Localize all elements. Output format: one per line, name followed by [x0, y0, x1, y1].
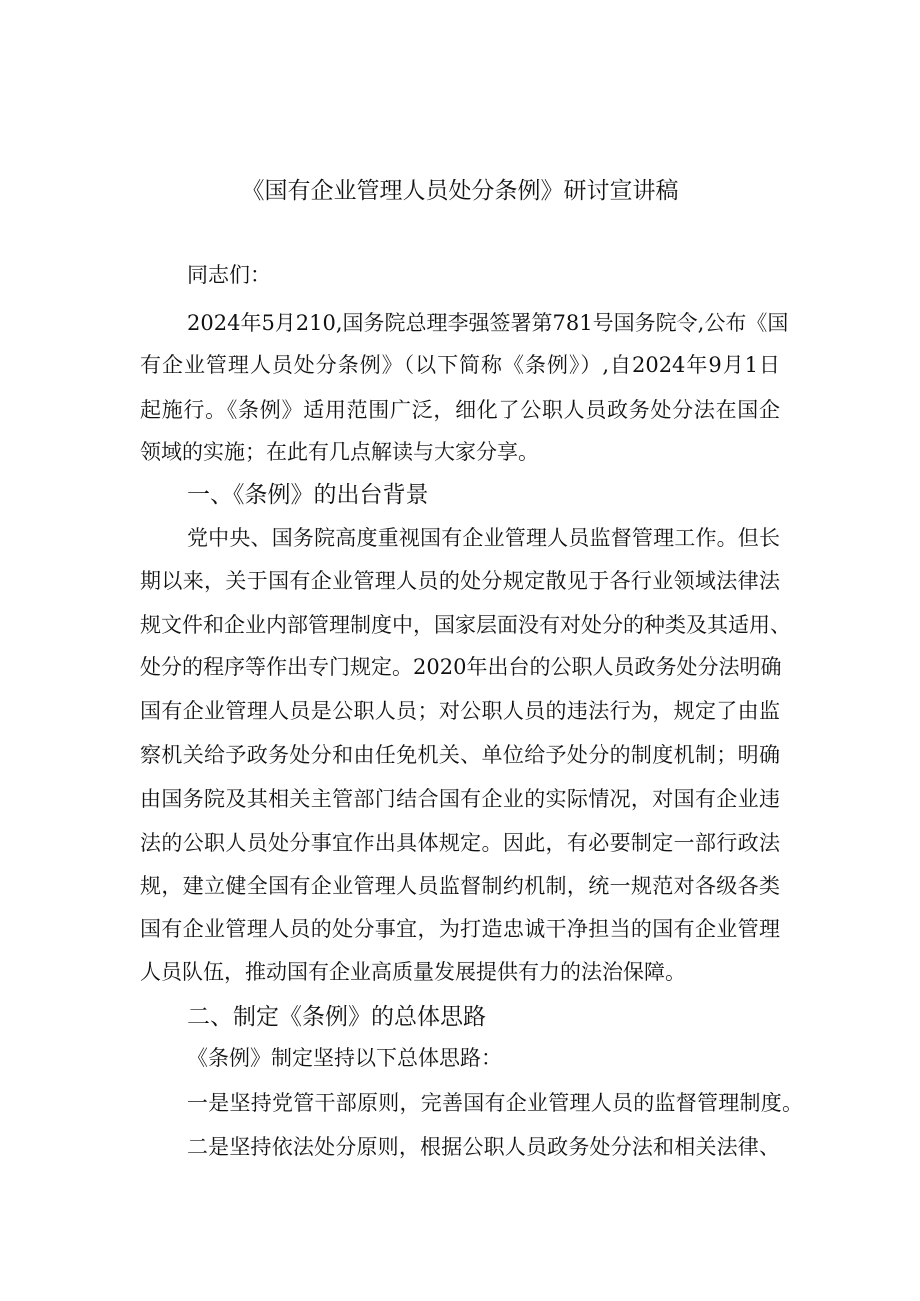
- greeting: 同志们：: [187, 263, 271, 287]
- section1-line-1: 党中央、国务院高度重视国有企业管理人员监督管理工作。但长: [187, 526, 780, 550]
- section1-line-11: 人员队伍，推动国有企业高质量发展提供有力的法治保障。: [140, 960, 686, 984]
- intro-line-1: 2024年5月210,国务院总理李强签署第781号国务院令,公布《国: [187, 311, 789, 335]
- section2-line-1: 《条例》制定坚持以下总体思路：: [187, 1046, 502, 1070]
- section1-line-10: 国有企业管理人员的处分事宜，为打造忠诚干净担当的国有企业管理: [140, 917, 780, 941]
- section2-heading: 二、制定《条例》的总体思路: [187, 1004, 486, 1030]
- section1-line-2: 期以来，关于国有企业管理人员的处分规定散见于各行业领域法律法: [140, 569, 780, 593]
- document-title: 《国有企业管理人员处分条例》研讨宣讲稿: [241, 178, 679, 204]
- section1-line-4: 处分的程序等作出专门规定。2020年出台的公职人员政务处分法明确: [140, 655, 782, 679]
- section1-line-5: 国有企业管理人员是公职人员；对公职人员的违法行为，规定了由监: [140, 699, 780, 723]
- intro-line-3: 起施行。《条例》适用范围广泛，细化了公职人员政务处分法在国企: [140, 398, 780, 422]
- section2-line-2: 一是坚持党管干部原则，完善国有企业管理人员的监督管理制度。: [187, 1091, 803, 1115]
- section2-line-3: 二是坚持依法处分原则，根据公职人员政务处分法和相关法律、: [187, 1135, 780, 1159]
- section1-line-6: 察机关给予政务处分和由任免机关、单位给予处分的制度机制；明确: [140, 743, 780, 767]
- section1-heading: 一、《条例》的出台背景: [187, 482, 429, 508]
- intro-line-2: 有企业管理人员处分条例》（以下简称《条例》）,自2024年9月1日: [140, 353, 780, 377]
- section1-line-8: 法的公职人员处分事宜作出具体规定。因此，有必要制定一部行政法: [140, 831, 780, 855]
- section1-line-9: 规，建立健全国有企业管理人员监督制约机制，统一规范对各级各类: [140, 874, 780, 898]
- section1-line-7: 由国务院及其相关主管部门结合国有企业的实际情况，对国有企业违: [140, 787, 780, 811]
- section1-line-3: 规文件和企业内部管理制度中，国家层面没有对处分的种类及其适用、: [140, 613, 791, 637]
- intro-line-4: 领域的实施；在此有几点解读与大家分享。: [140, 440, 539, 464]
